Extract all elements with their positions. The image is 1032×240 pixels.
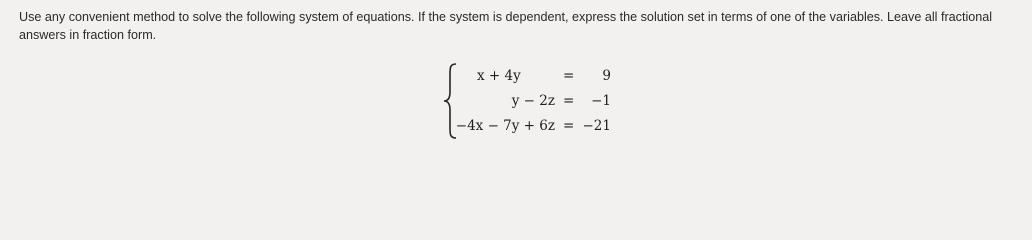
equation-3-rhs: −21 (582, 118, 611, 134)
equation-1-lhs: x + 4y (477, 68, 521, 84)
equation-1-equals: = (563, 68, 575, 84)
equation-1-rhs: 9 (602, 68, 611, 84)
equation-2-lhs: y − 2z (511, 93, 555, 109)
equation-2-equals: = (563, 93, 575, 109)
equation-3-lhs: −4x − 7y + 6z (455, 118, 555, 134)
equation-2-rhs: −1 (591, 93, 611, 109)
problem-instructions: Use any convenient method to solve the following system of equations. If the system is dependent, express the solution set in terms of one of the variables. Leave all fractional answers in fraction form. (19, 10, 993, 42)
equation-3-equals: = (563, 118, 575, 134)
